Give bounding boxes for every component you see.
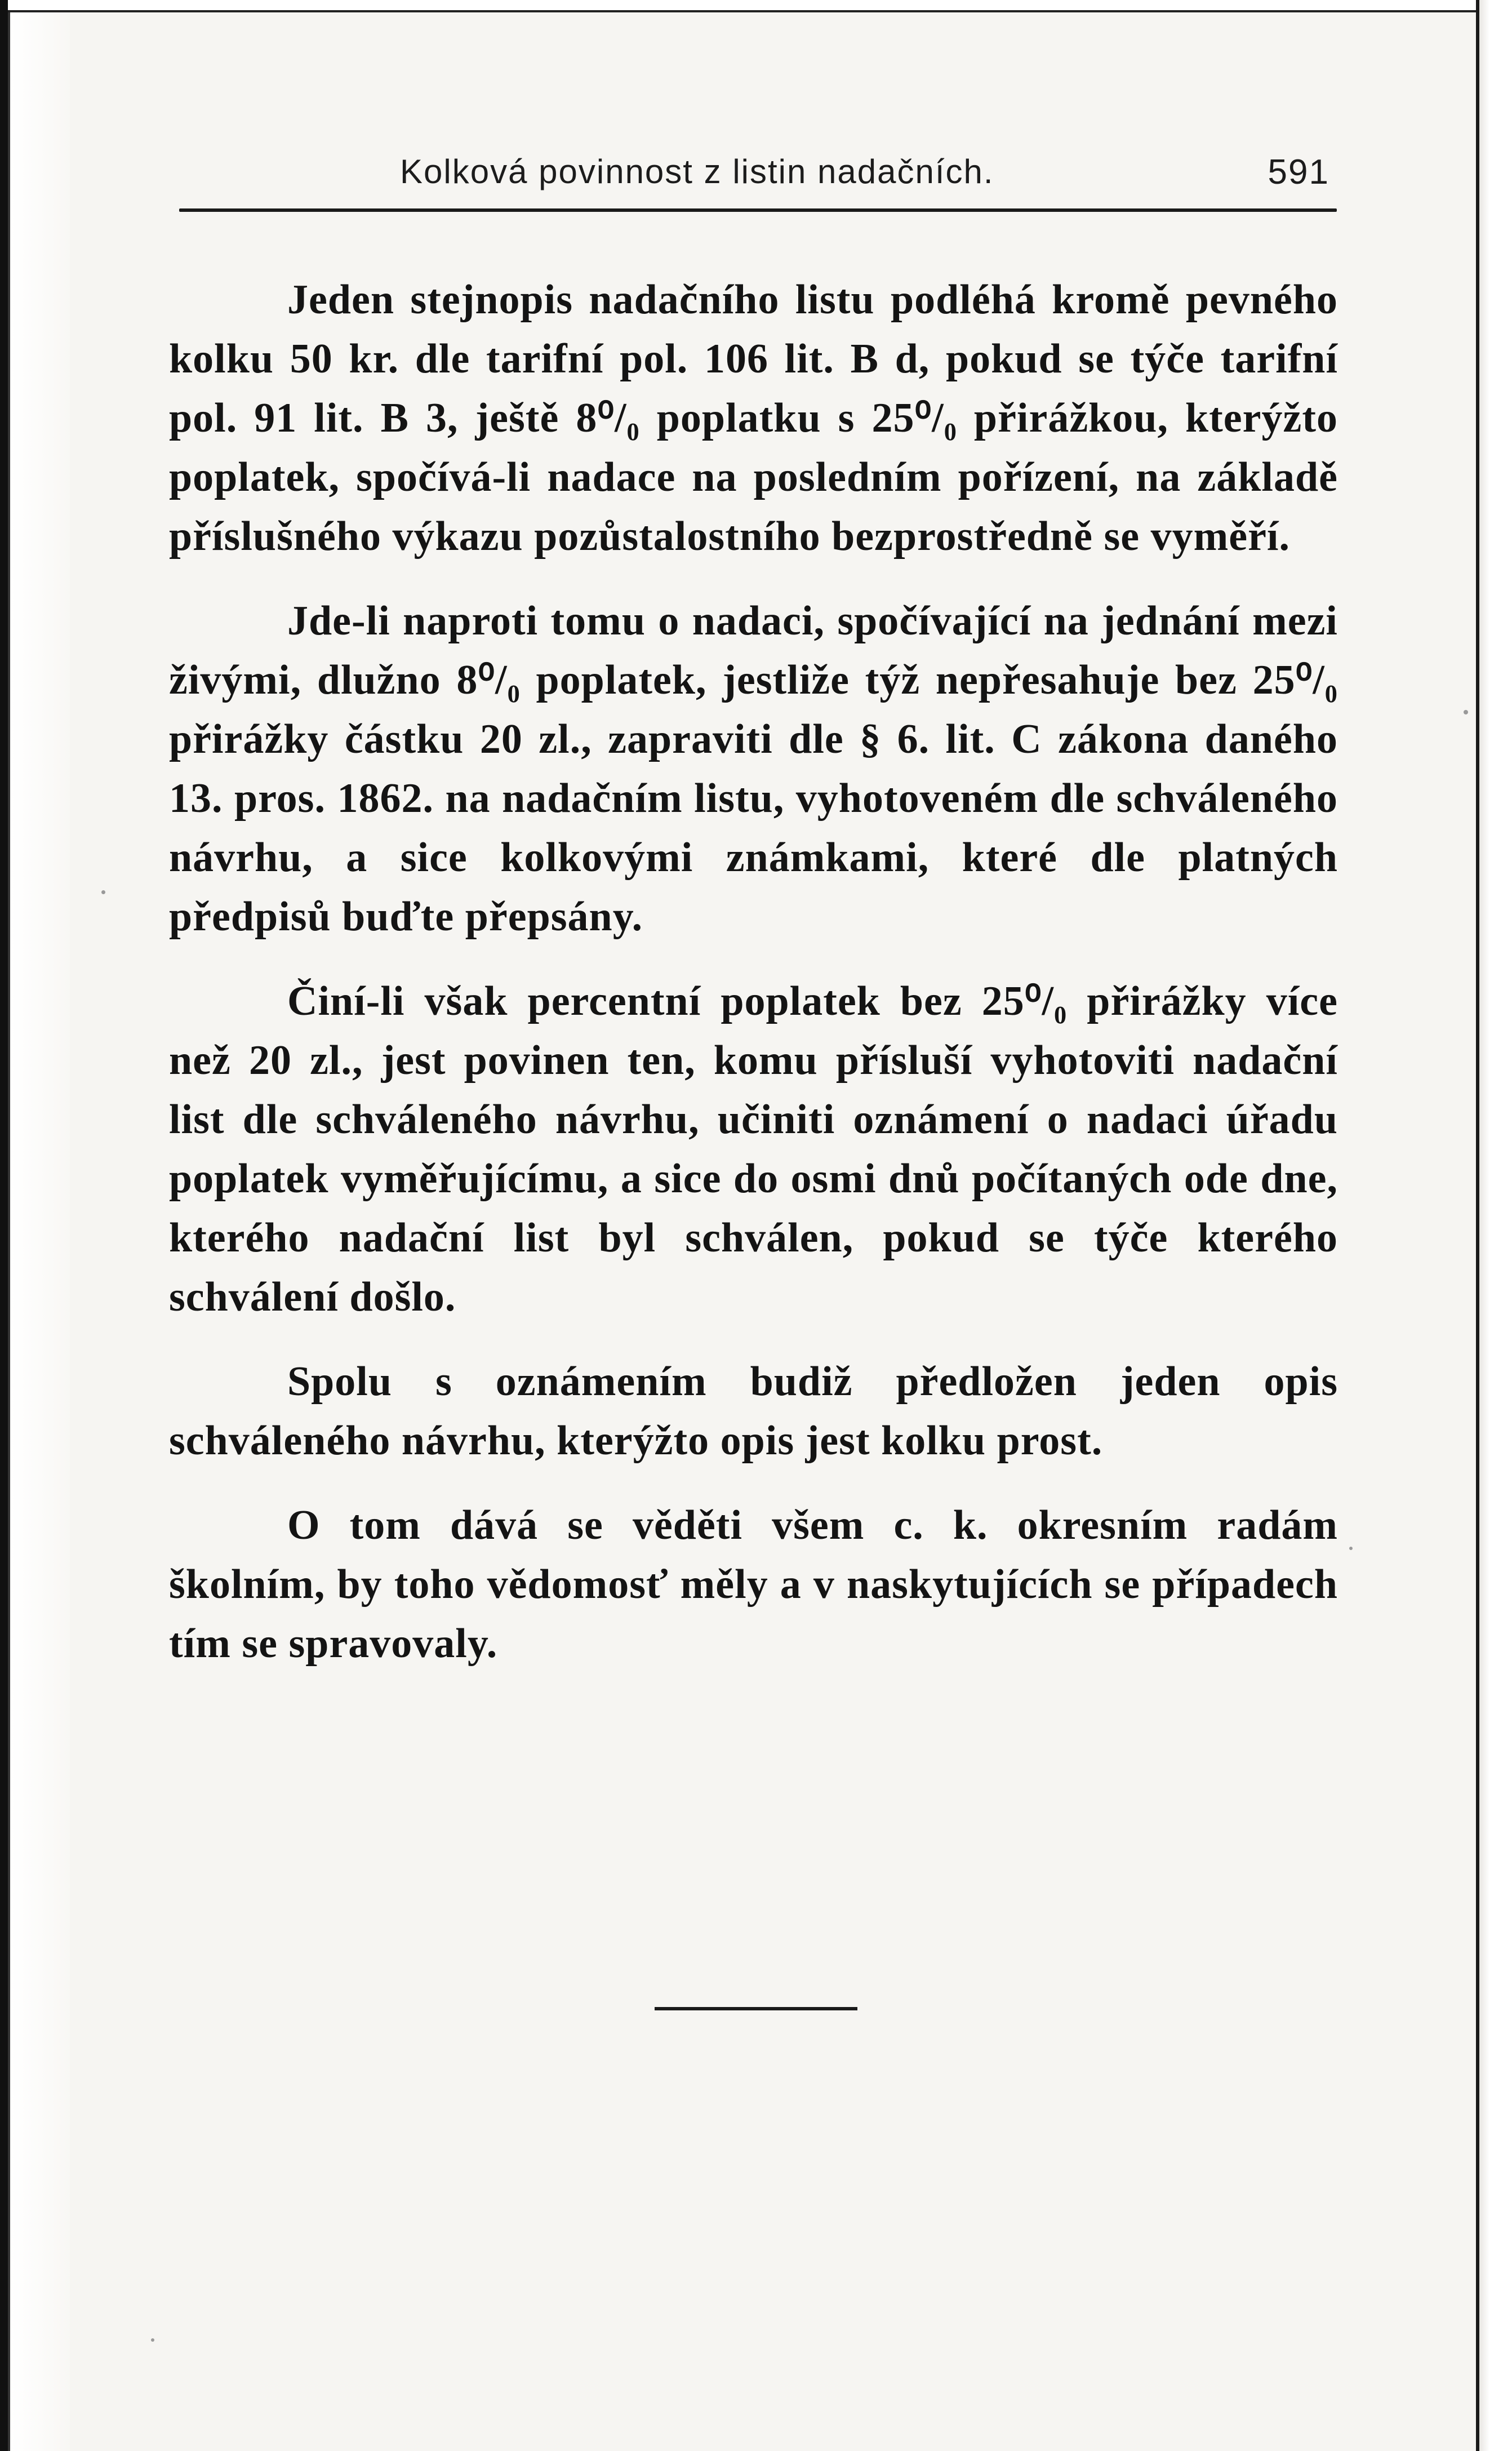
scan-edge-top (0, 0, 1476, 12)
paragraph: Spolu s oznámením budiž předložen jeden opis schváleného návrhu, kterýžto opis jest kolku prost. (169, 1358, 1338, 1464)
paragraph: O tom dává se věděti všem c. k. okresním radám školním, by toho vědomosť měly a v naskytujících se případech tím se spravovaly. (169, 1502, 1338, 1667)
scan-speck (101, 890, 105, 894)
scan-edge-right (1476, 0, 1512, 2451)
scan-edge-left (0, 0, 8, 2451)
paragraph: Jeden stejnopis nadačního listu podléhá kromě pevného kolku 50 kr. dle tarifní pol. 106 lit. B d, pokud se týče tarifní pol. 91 lit. B 3, ještě 8⁰/₀ poplatku s 25⁰/₀ přirážkou, kterýžto poplatek, spočívá-li nadace na posledním pořízení, na základě příslušného výkazu pozůstalostního bezprostředně se vyměří. (169, 277, 1338, 560)
running-title: Kolková povinnost z listin nadačních. (400, 153, 994, 190)
scan-speck (1464, 710, 1468, 714)
end-rule (655, 2007, 857, 2010)
body-text (169, 270, 1338, 1673)
scan-speck (151, 2338, 154, 2342)
page-margin-left (8, 12, 70, 2451)
page-number: 591 (1268, 153, 1329, 192)
header-rule (179, 208, 1337, 212)
running-header (169, 152, 1335, 214)
scan-speck (1349, 1547, 1353, 1550)
paragraph: Jde-li naproti tomu o nadaci, spočívající na jednání mezi živými, dlužno 8⁰/₀ poplatek, jestliže týž nepřesahuje bez 25⁰/₀ přirážky částku 20 zl., zapraviti dle § 6. lit. C zákona daného 13. pros. 1862. na nadačním listu, vyhotoveném dle schváleného návrhu, a sice kolkovými známkami, které dle platných předpisů buďte přepsány. (169, 598, 1338, 940)
paragraph: Činí-li však percentní poplatek bez 25⁰/₀ přirážky více než 20 zl., jest povinen ten, komu přísluší vyhotoviti nadační list dle schváleného návrhu, učiniti oznámení o nadaci úřadu poplatek vyměřujícímu, a sice do osmi dnů počítaných ode dne, kterého nadační list byl schválen, pokud se týče kterého schválení došlo. (169, 978, 1338, 1320)
